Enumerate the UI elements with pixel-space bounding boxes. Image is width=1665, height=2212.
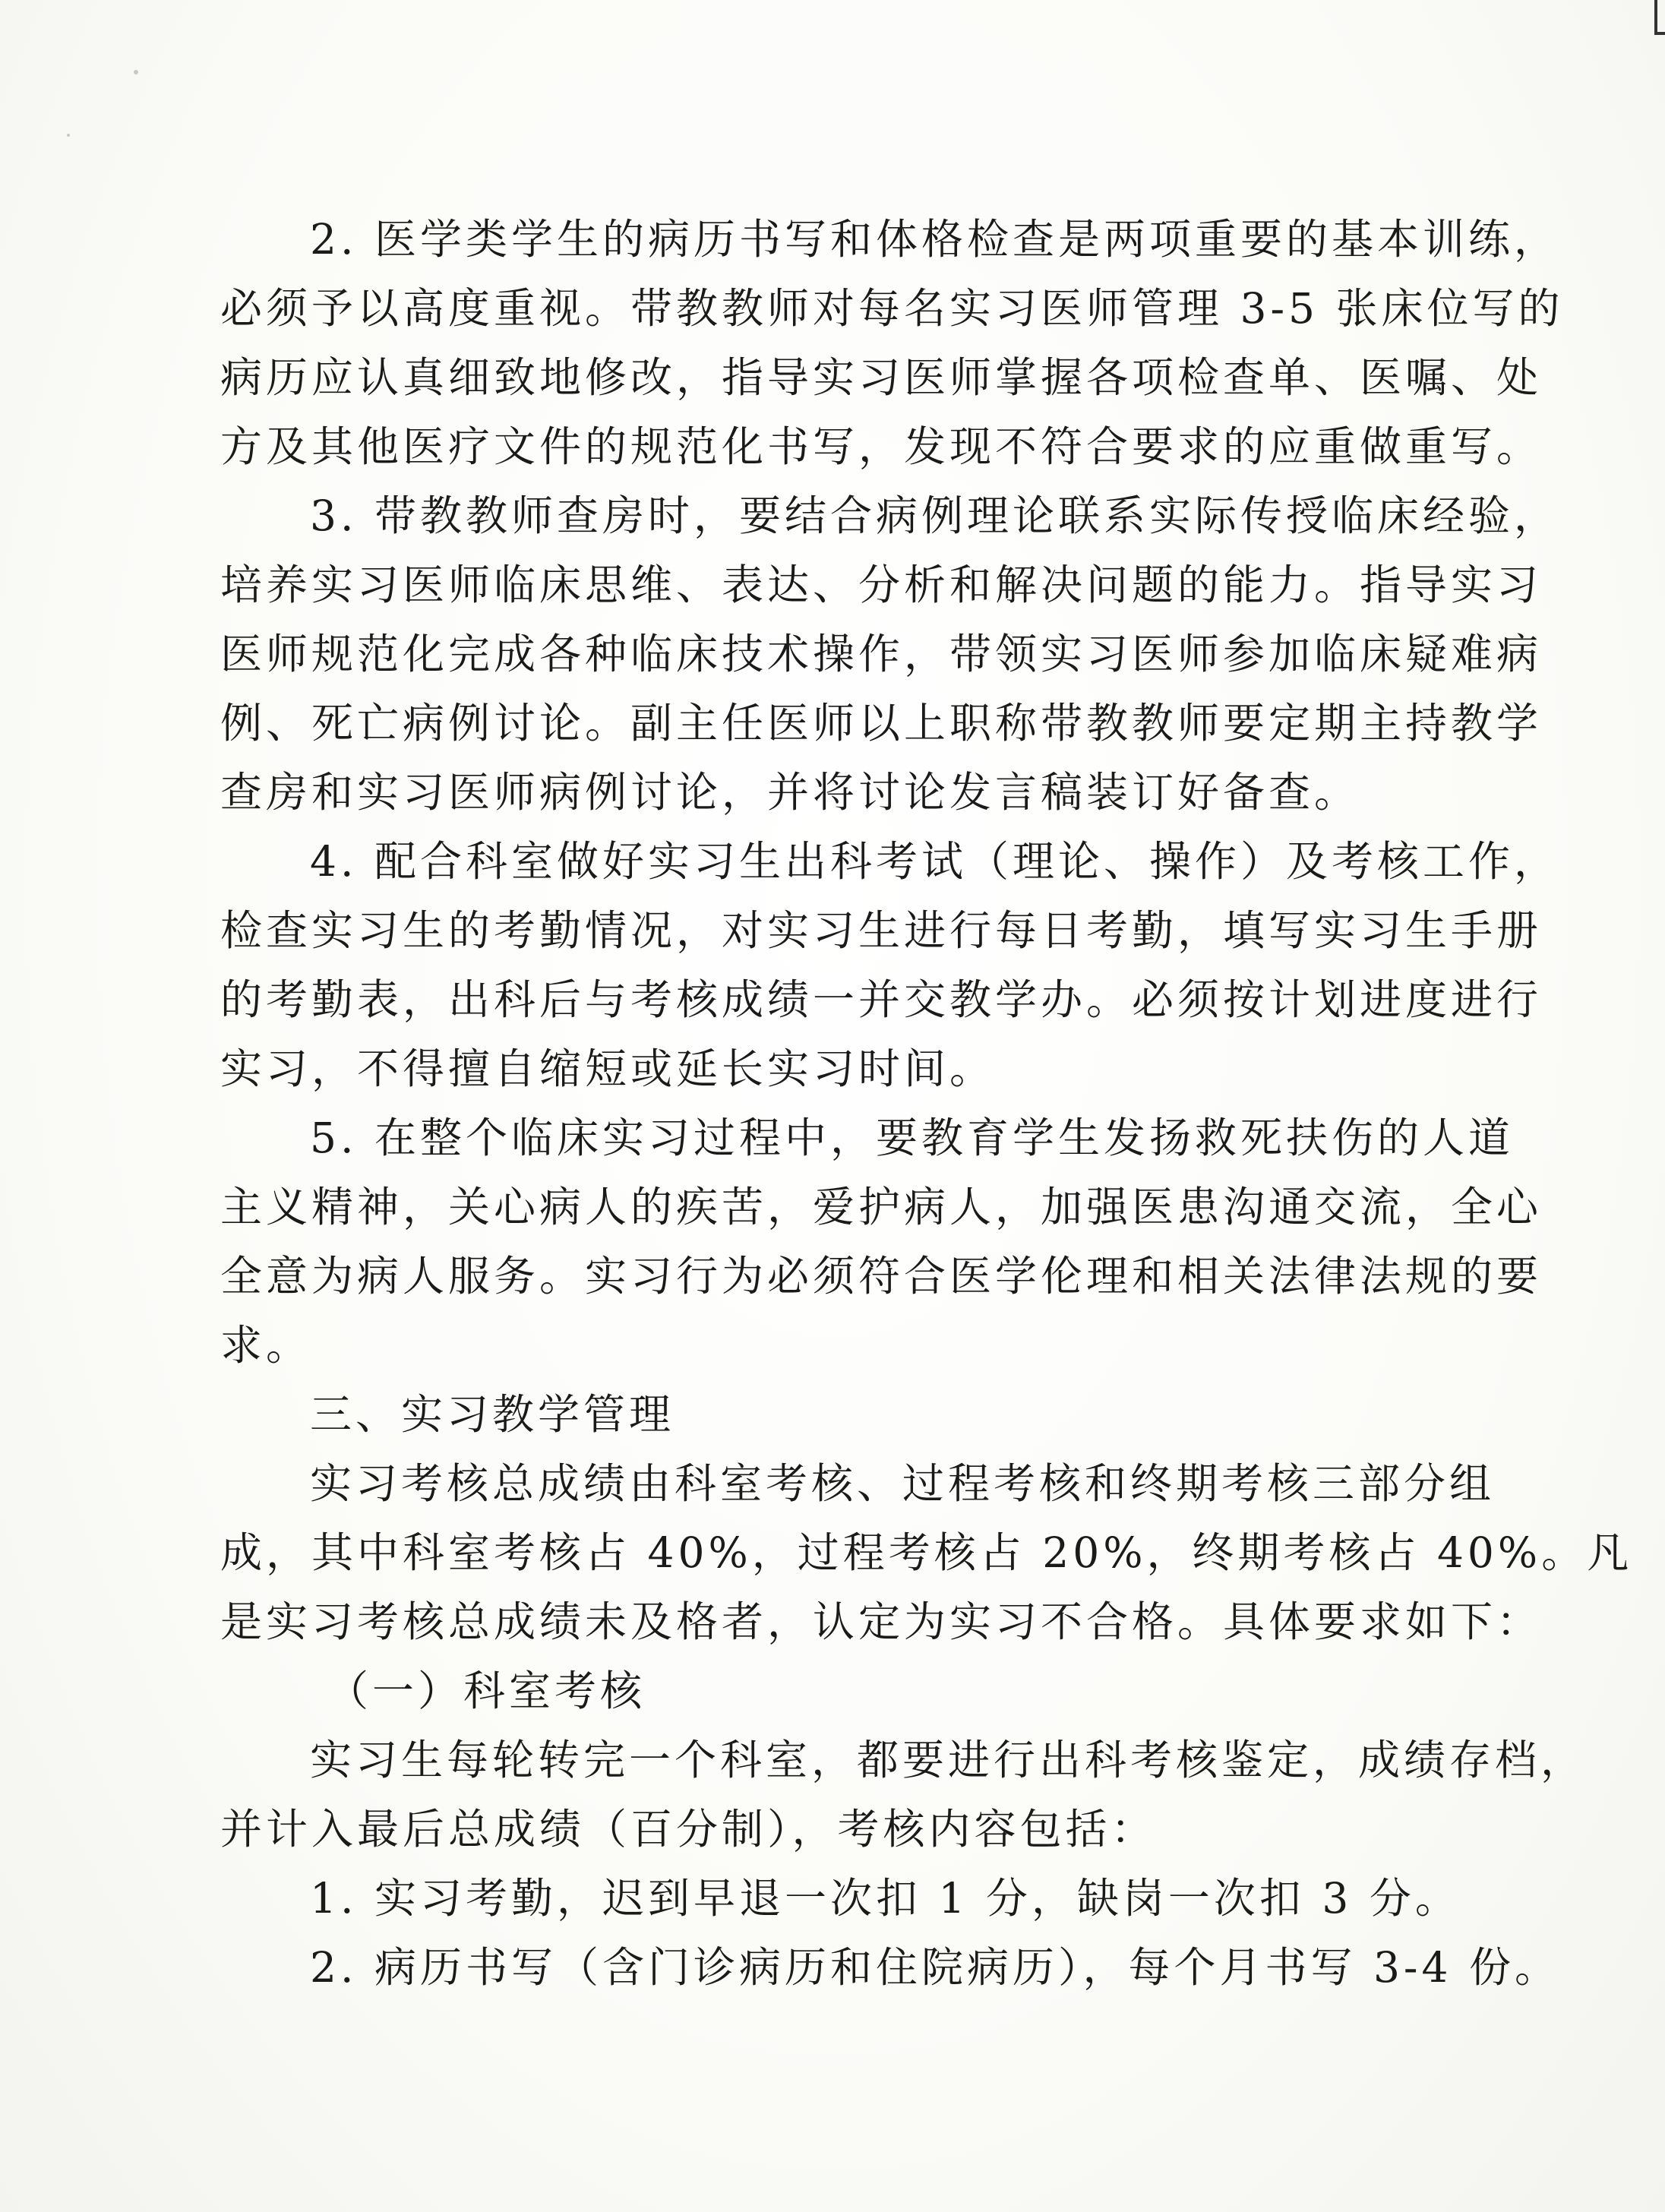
- text-line: 查房和实习医师病例讨论，并将讨论发言稿装订好备查。: [220, 768, 1360, 817]
- text-line: 并计入最后总成绩（百分制），考核内容包括：: [220, 1805, 1157, 1853]
- text-line: 医师规范化完成各种临床技术操作，带领实习医师参加临床疑难病: [220, 630, 1543, 678]
- text-line: 4. 配合科室做好实习生出科考试（理论、操作）及考核工作，: [310, 837, 1559, 886]
- subsection-heading: （一）科室考核: [327, 1667, 646, 1715]
- text-line: 成，其中科室考核占 40%，过程考核占 20%，终期考核占 40%。凡: [220, 1528, 1633, 1577]
- text-line: 必须予以高度重视。带教教师对每名实习医师管理 3-5 张床位写的: [220, 284, 1564, 333]
- text-line: 方及其他医疗文件的规范化书写，发现不符合要求的应重做重写。: [220, 422, 1543, 471]
- text-line: 主义精神，关心病人的疾苦，爱护病人，加强医患沟通交流，全心: [220, 1183, 1543, 1231]
- text-line: 5. 在整个临床实习过程中，要教育学生发扬救死扶伤的人道: [310, 1114, 1514, 1162]
- scan-speck: [134, 70, 138, 74]
- text-line: 全意为病人服务。实习行为必须符合医学伦理和相关法律法规的要: [220, 1252, 1543, 1300]
- page-corner-mark: [1654, 0, 1665, 35]
- text-line: 实习，不得擅自缩短或延长实习时间。: [220, 1044, 996, 1093]
- text-line: 求。: [220, 1321, 312, 1370]
- text-line: 检查实习生的考勤情况，对实习生进行每日考勤，填写实习生手册: [220, 906, 1543, 955]
- text-line: 例、死亡病例讨论。副主任医师以上职称带教教师要定期主持教学: [220, 699, 1543, 747]
- text-line: 培养实习医师临床思维、表达、分析和解决问题的能力。指导实习: [220, 561, 1543, 609]
- text-line: 3. 带教教师查房时，要结合病例理论联系实际传授临床经验，: [310, 491, 1559, 540]
- scan-speck: [67, 134, 70, 137]
- text-line: 2. 医学类学生的病历书写和体格检查是两项重要的基本训练，: [310, 215, 1559, 264]
- text-line: 病历应认真细致地修改，指导实习医师掌握各项检查单、医嘱、处: [220, 353, 1543, 402]
- text-line: 是实习考核总成绩未及格者，认定为实习不合格。具体要求如下：: [220, 1597, 1543, 1646]
- text-line: 1. 实习考勤，迟到早退一次扣 1 分，缺岗一次扣 3 分。: [310, 1874, 1461, 1923]
- text-line: 的考勤表，出科后与考核成绩一并交教学办。必须按计划进度进行: [220, 975, 1543, 1024]
- section-heading: 三、实习教学管理: [310, 1390, 675, 1439]
- text-line: 2. 病历书写（含门诊病历和住院病历），每个月书写 3-4 份。: [310, 1943, 1560, 1992]
- text-line: 实习生每轮转完一个科室，都要进行出科考核鉴定，成绩存档，: [310, 1736, 1587, 1784]
- document-body: [220, 205, 1633, 2002]
- text-line: 实习考核总成绩由科室考核、过程考核和终期考核三部分组: [310, 1459, 1496, 1508]
